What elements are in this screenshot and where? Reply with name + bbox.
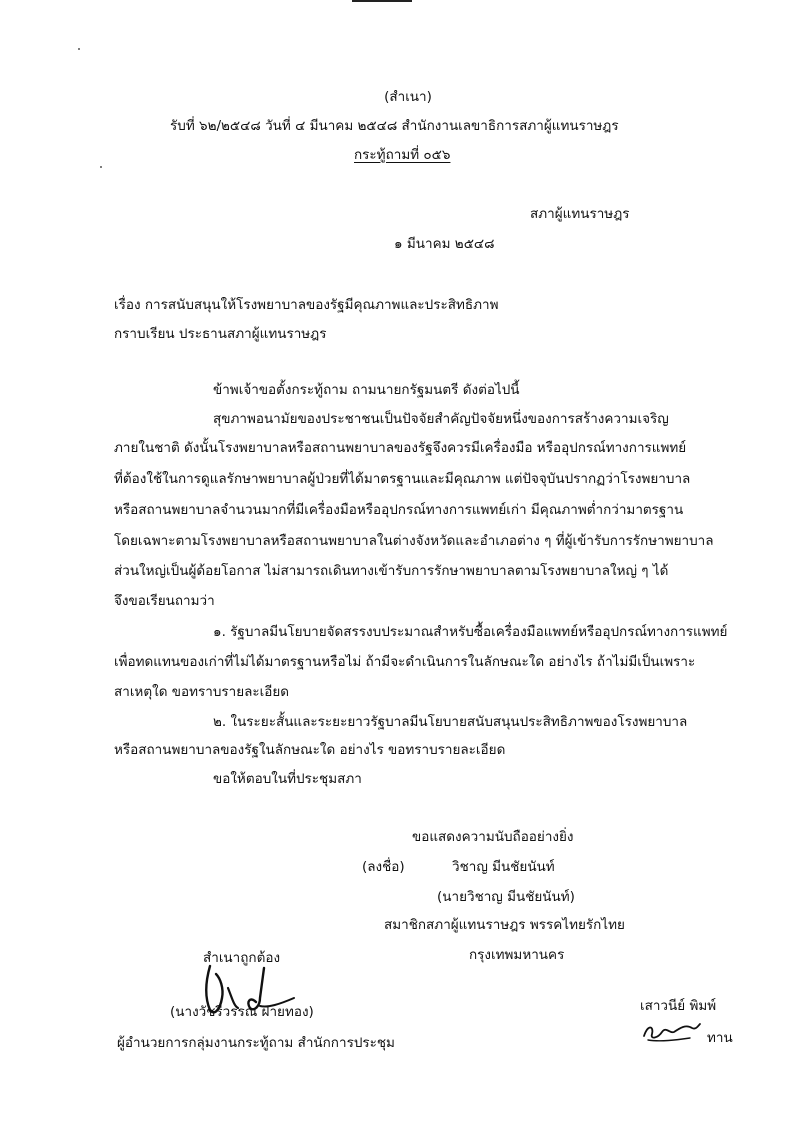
scan-top-mark — [352, 0, 412, 2]
signer-full-name: (นายวิชาญ มีนชัยนันท์) — [437, 889, 575, 905]
signer-name: วิชาญ มีนชัยนันท์ — [452, 859, 555, 875]
subject-line: เรื่อง การสนับสนุนให้โรงพยาบาลของรัฐมีคุณภาพและประสิทธิภาพ — [114, 297, 499, 313]
body-line: ส่วนใหญ่เป็นผู้ด้อยโอกาส ไม่สามารถเดินทางเข้ารับการรักษาพยาบาลตามโรงพยาบาลใหญ่ ๆ ได้ — [114, 563, 669, 579]
body-line: ภายในชาติ ดังนั้นโรงพยาบาลหรือสถานพยาบาลของรัฐจึงควรมีเครื่องมือ หรืออุปกรณ์ทางการแพทย์ — [114, 440, 687, 456]
signer-position: สมาชิกสภาผู้แทนราษฎร พรรคไทยรักไทย — [384, 917, 625, 933]
body-line: โดยเฉพาะตามโรงพยาบาลหรือสถานพยาบาลในต่างจังหวัดและอำเภอต่าง ๆ ที่ผู้เข้ารับการรักษาพยาบาล — [114, 533, 714, 549]
body-line: ข้าพเจ้าขอตั้งกระทู้ถาม ถามนายกรัฐมนตรี ดังต่อไปนี้ — [213, 382, 520, 398]
checked-by-label: ทาน — [707, 1030, 733, 1046]
scan-speck — [78, 48, 80, 50]
scan-speck — [100, 166, 102, 168]
certifier-position: ผู้อำนวยการกลุ่มงานกระทู้ถาม สำนักการประชุม — [117, 1035, 395, 1051]
certifier-name: (นางวัชรีวรรณ ฝ่ายทอง) — [170, 1004, 314, 1020]
copy-label: (สำเนา) — [384, 89, 432, 105]
body-line: สาเหตุใด ขอทราบรายละเอียด — [114, 684, 290, 700]
question-number: กระทู้ถามที่ ๐๕๖ — [354, 147, 451, 163]
certified-copy-label: สำเนาถูกต้อง — [203, 950, 281, 966]
signed-label: (ลงชื่อ) — [362, 859, 405, 875]
closing-respect: ขอแสดงความนับถืออย่างยิ่ง — [412, 829, 574, 845]
typist-label: เสาวนีย์ พิมพ์ — [640, 998, 717, 1014]
received-line: รับที่ ๖๒/๒๕๔๘ วันที่ ๔ มีนาคม ๒๕๔๘ สำนักงานเลขาธิการสภาผู้แทนราษฎร — [170, 118, 619, 134]
body-line: เพื่อทดแทนของเก่าที่ไม่ได้มาตรฐานหรือไม่ ถ้ามีจะดำเนินการในลักษณะใด อย่างไร ถ้าไม่มีเป็นเพราะ — [114, 654, 696, 670]
body-line: หรือสถานพยาบาลจำนวนมากที่มีเครื่องมือหรืออุปกรณ์ทางการแพทย์เก่า มีคุณภาพต่ำกว่ามาตรฐาน — [114, 502, 684, 518]
body-line: หรือสถานพยาบาลของรัฐในลักษณะใด อย่างไร ขอทราบรายละเอียด — [114, 742, 506, 758]
document-date: ๑ มีนาคม ๒๕๔๘ — [394, 236, 495, 252]
question-item: ๑. รัฐบาลมีนโยบายจัดสรรงบประมาณสำหรับซื้อเครื่องมือแพทย์หรืออุปกรณ์ทางการแพทย์ — [213, 624, 728, 640]
checker-initials-icon — [640, 1018, 704, 1046]
signer-province: กรุงเทพมหานคร — [469, 947, 565, 963]
body-line: ขอให้ตอบในที่ประชุมสภา — [213, 771, 362, 787]
body-line: ที่ต้องใช้ในการดูแลรักษาพยาบาลผู้ป่วยที่ได้มาตรฐานและมีคุณภาพ แต่ปัจจุบันปรากฏว่าโรงพยาบาล — [114, 471, 691, 487]
question-item: ๒. ในระยะสั้นและระยะยาวรัฐบาลมีนโยบายสนับสนุนประสิทธิภาพของโรงพยาบาล — [213, 714, 688, 730]
salutation-line: กราบเรียน ประธานสภาผู้แทนราษฎร — [114, 326, 327, 342]
body-line: สุขภาพอนามัยของประชาชนเป็นปัจจัยสำคัญปัจจัยหนึ่งของการสร้างความเจริญ — [213, 411, 669, 427]
body-line: จึงขอเรียนถามว่า — [114, 593, 215, 609]
addressee-org: สภาผู้แทนราษฎร — [530, 206, 630, 222]
